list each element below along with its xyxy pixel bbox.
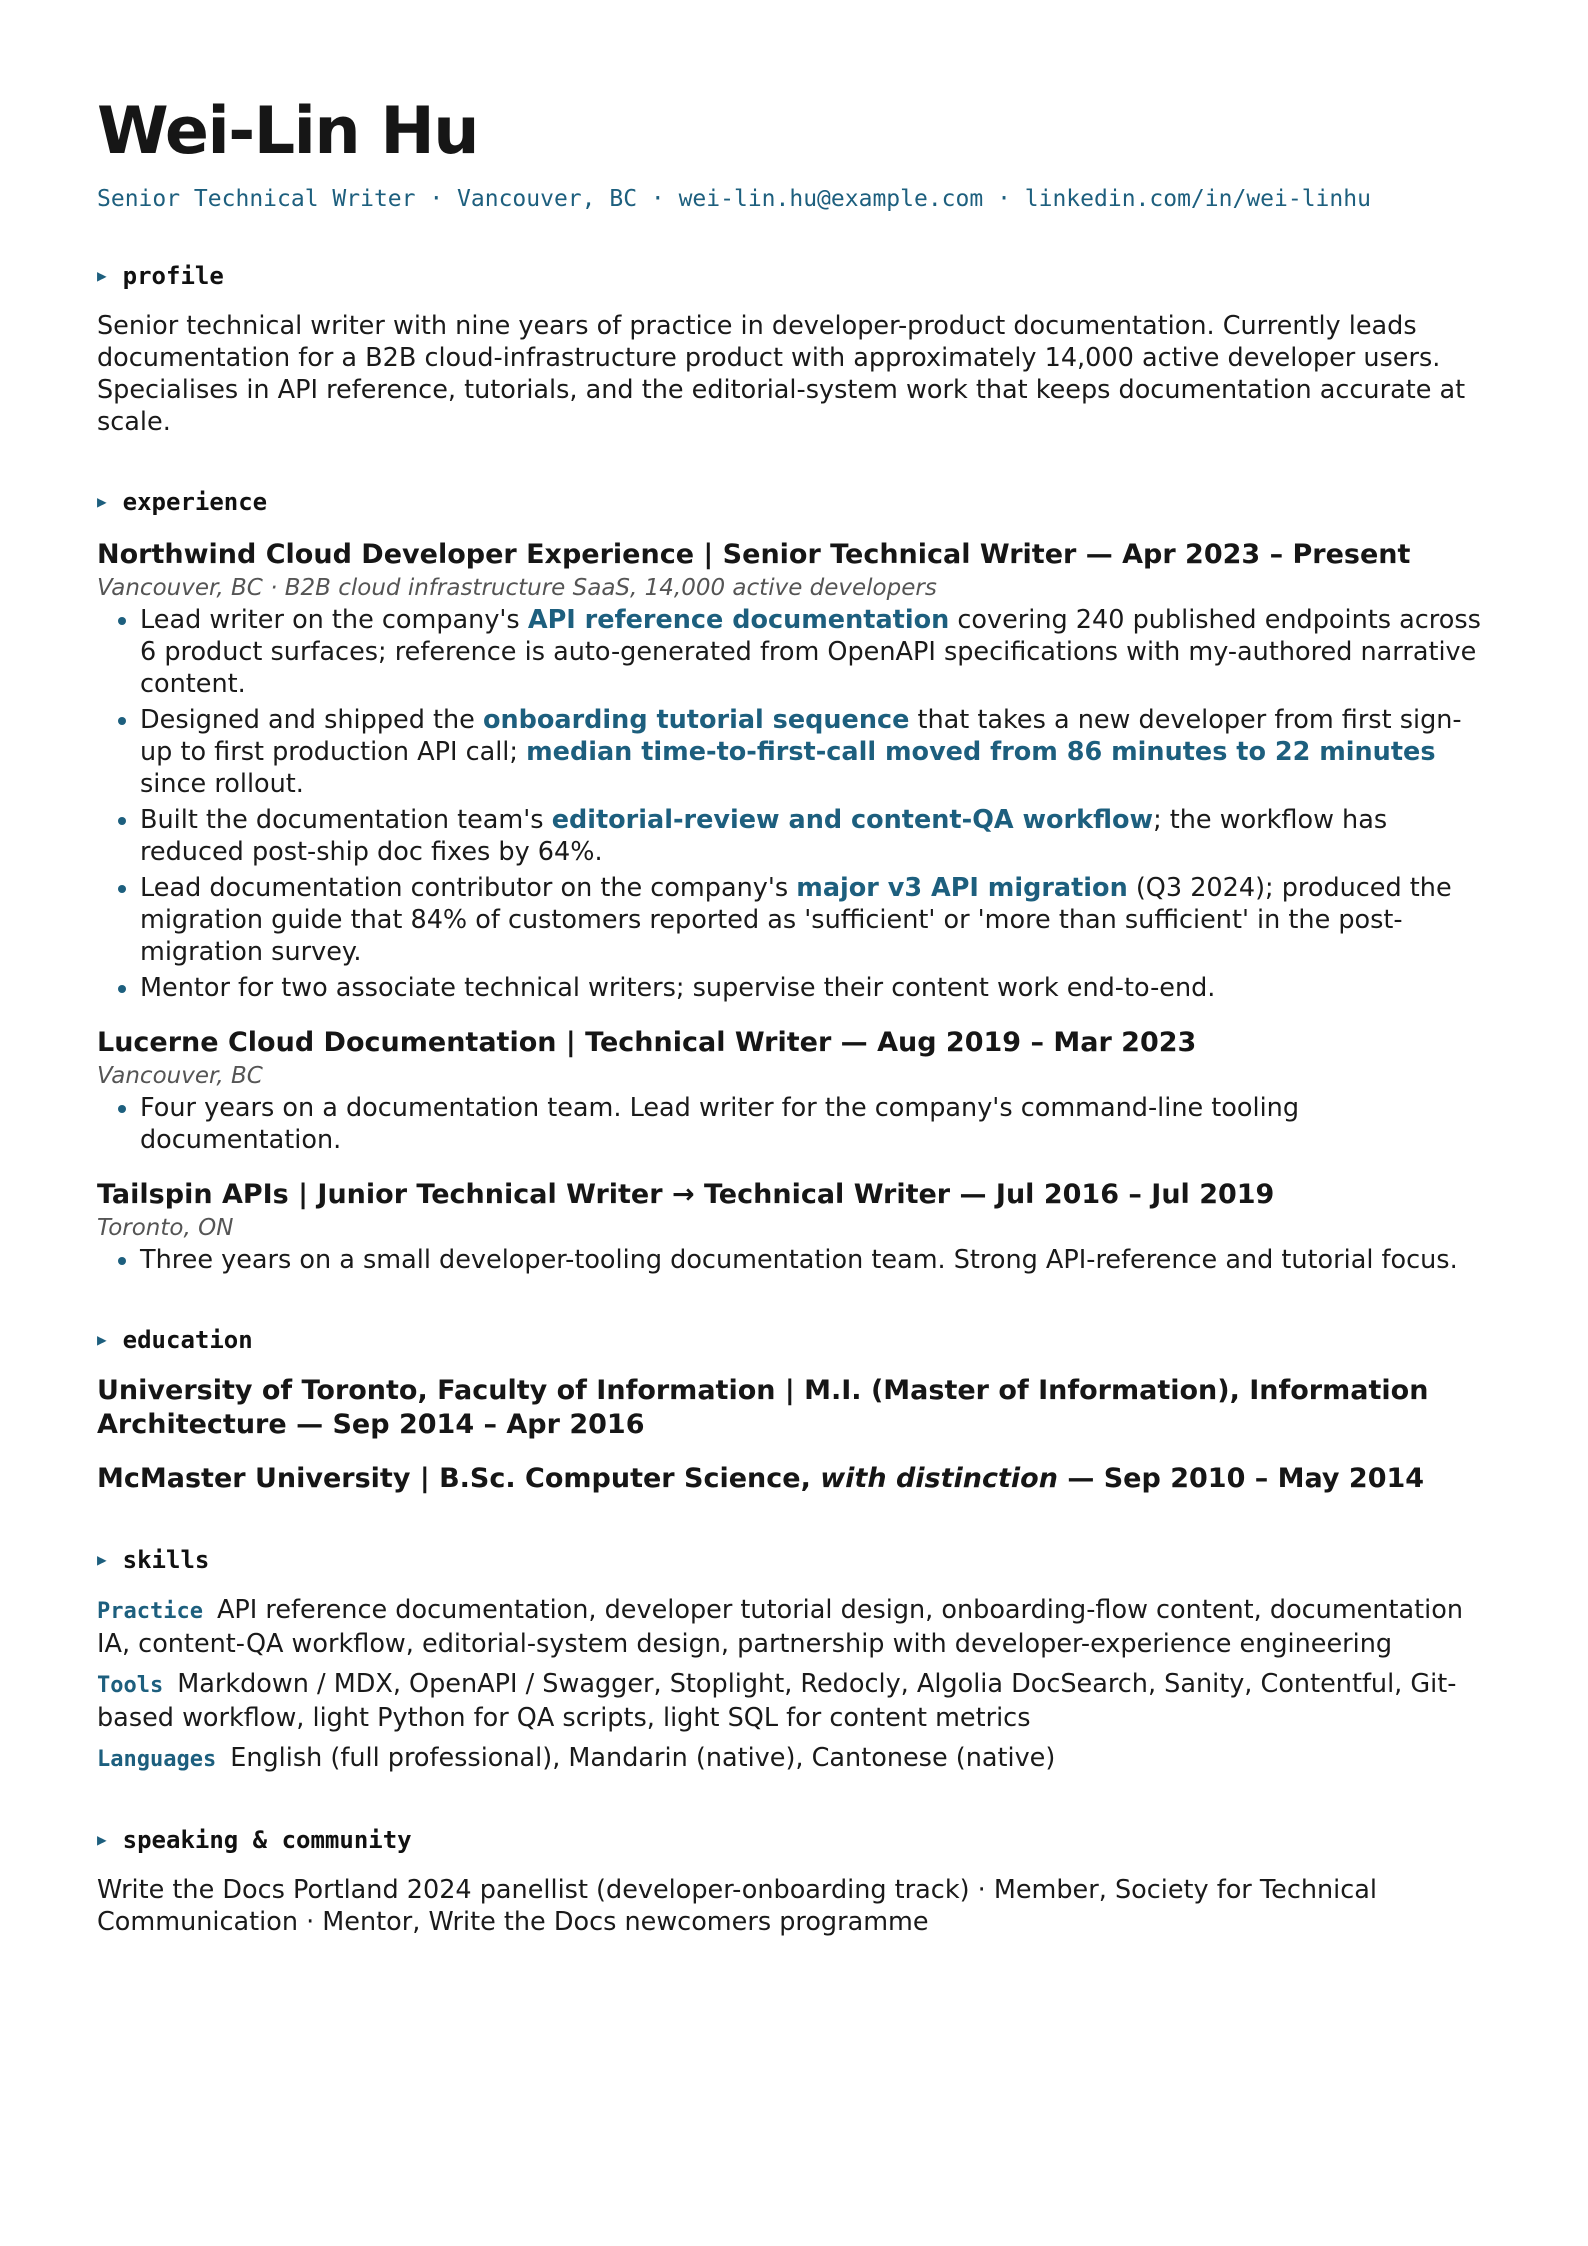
skill-label: Tools <box>97 1672 164 1698</box>
triangle-bullet-icon: ▶ <box>97 1549 107 1569</box>
education-text: — Sep 2010 – May 2014 <box>1057 1462 1425 1494</box>
speaking-text: Write the Docs Portland 2024 panellist (developer-onboarding track) · Member, Society for Technical Communication · Mentor, Write the Docs newcomers programme <box>97 1874 1377 1937</box>
bullet-item <box>140 1244 1492 1276</box>
bullet-highlight: major v3 API migration <box>796 872 1128 903</box>
triangle-bullet-icon: ▶ <box>97 1329 107 1349</box>
experience-heading <box>97 488 1492 516</box>
bullet-highlight: onboarding tutorial sequence <box>482 704 910 735</box>
bullet-highlight: API reference documentation <box>527 604 950 635</box>
skill-text: English (full professional), Mandarin (native), Cantonese (native) <box>230 1742 1056 1773</box>
education-entry <box>97 1462 1492 1496</box>
experience-title: experience <box>122 487 268 516</box>
triangle-bullet-icon: ▶ <box>97 265 107 285</box>
education-title: education <box>122 1325 253 1354</box>
job-heading: Lucerne Cloud Documentation | Technical Writer — Aug 2019 – Mar 2023 <box>97 1026 1197 1058</box>
bullet-text: Lead documentation contributor on the company's <box>140 872 797 903</box>
education-text: McMaster University | B.Sc. Computer Science, <box>97 1462 821 1494</box>
profile-title: profile <box>122 261 224 290</box>
bullet-text: Lead writer on the company's <box>140 604 528 635</box>
job-bullets <box>97 604 1492 1004</box>
speaking-heading <box>97 1826 1492 1854</box>
job-entry <box>97 1026 1492 1156</box>
bullet-text: covering 240 published endpoints across 6 product surfaces; reference is auto-generated from OpenAPI specifications with my-authored narrative content. <box>140 604 1481 699</box>
bullet-highlight: median time-to-first-call moved from 86 minutes to 22 minutes <box>526 736 1436 767</box>
bullet-text: Three years on a small developer-tooling documentation team. Strong API-reference and tutorial focus. <box>140 1244 1458 1275</box>
bullet-text: Four years on a documentation team. Lead writer for the company's command-line tooling documentation. <box>140 1092 1300 1155</box>
education-text: University of Toronto, Faculty of Information | M.I. (Master of Information), Information Architecture — Sep 2014 – Apr 2016 <box>97 1374 1429 1440</box>
bullet-text: that takes a new developer from first sign-up to first production API call; <box>140 704 1462 767</box>
skill-row <box>97 1594 1492 1660</box>
bullet-text: Built the documentation team's <box>140 804 552 835</box>
bullet-text: (Q3 2024); produced the migration guide that 84% of customers reported as 'sufficient' or 'more than sufficient' in the post-migration survey. <box>140 872 1452 967</box>
experience-section <box>97 488 1492 1276</box>
job-heading: Tailspin APIs | Junior Technical Writer → Technical Writer — Jul 2016 – Jul 2019 <box>97 1178 1275 1210</box>
skills-section <box>97 1546 1492 1776</box>
skill-text: API reference documentation, developer tutorial design, onboarding-flow content, documentation IA, content-QA workflow, editorial-system design, partnership with developer-experience engineering <box>97 1594 1464 1659</box>
bullet-text: Designed and shipped the <box>140 704 483 735</box>
bullet-text: Mentor for two associate technical writers; supervise their content work end-to-end. <box>140 972 1216 1003</box>
bullet-item <box>140 1092 1492 1156</box>
bullet-item <box>140 972 1492 1004</box>
skill-label: Languages <box>97 1746 217 1772</box>
profile-heading <box>97 262 1492 290</box>
education-heading <box>97 1326 1492 1354</box>
education-honours: with distinction <box>820 1462 1058 1494</box>
candidate-name: Wei-Lin Hu <box>97 94 478 169</box>
speaking-section <box>97 1826 1492 1938</box>
bullet-item <box>140 704 1492 800</box>
triangle-bullet-icon: ▶ <box>97 1829 107 1849</box>
speaking-title: speaking & community <box>122 1825 412 1854</box>
bullet-text: since rollout. <box>140 768 304 799</box>
job-entry <box>97 538 1492 1004</box>
job-bullets <box>97 1244 1492 1276</box>
job-location: Vancouver, BC · B2B cloud infrastructure SaaS, 14,000 active developers <box>97 574 937 601</box>
skill-row <box>97 1668 1492 1734</box>
job-location: Toronto, ON <box>97 1214 234 1241</box>
skill-row <box>97 1742 1492 1776</box>
skills-title: skills <box>122 1545 210 1574</box>
bullet-highlight: editorial-review and content-QA workflow <box>551 804 1154 835</box>
bullet-item <box>140 872 1492 968</box>
job-entry <box>97 1178 1492 1276</box>
contact-line: Senior Technical Writer · Vancouver, BC · wei-lin.hu@example.com · linkedin.com/in/wei-linhu <box>97 185 1371 212</box>
education-entry <box>97 1374 1492 1442</box>
skills-heading <box>97 1546 1492 1574</box>
skill-label: Practice <box>97 1598 203 1624</box>
education-section <box>97 1326 1492 1496</box>
skill-text: Markdown / MDX, OpenAPI / Swagger, Stoplight, Redocly, Algolia DocSearch, Sanity, Contentful, Git-based workflow, light Python for QA scripts, light SQL for content metrics <box>97 1668 1457 1733</box>
job-heading: Northwind Cloud Developer Experience | Senior Technical Writer — Apr 2023 – Present <box>97 538 1411 570</box>
bullet-item <box>140 804 1492 868</box>
triangle-bullet-icon: ▶ <box>97 491 107 511</box>
bullet-text: ; the workflow has reduced post-ship doc fixes by 64%. <box>140 804 1388 867</box>
job-bullets <box>97 1092 1492 1156</box>
bullet-item <box>140 604 1492 700</box>
profile-text: Senior technical writer with nine years of practice in developer-product documentation. Currently leads documentation for a B2B cloud-infrastructure product with approximately 14,000 active developer users. Specialises in API reference, tutorials, and the editorial-system work that keeps documentation accurate at scale. <box>97 310 1466 437</box>
profile-section <box>97 262 1492 438</box>
job-location: Vancouver, BC <box>97 1062 263 1089</box>
